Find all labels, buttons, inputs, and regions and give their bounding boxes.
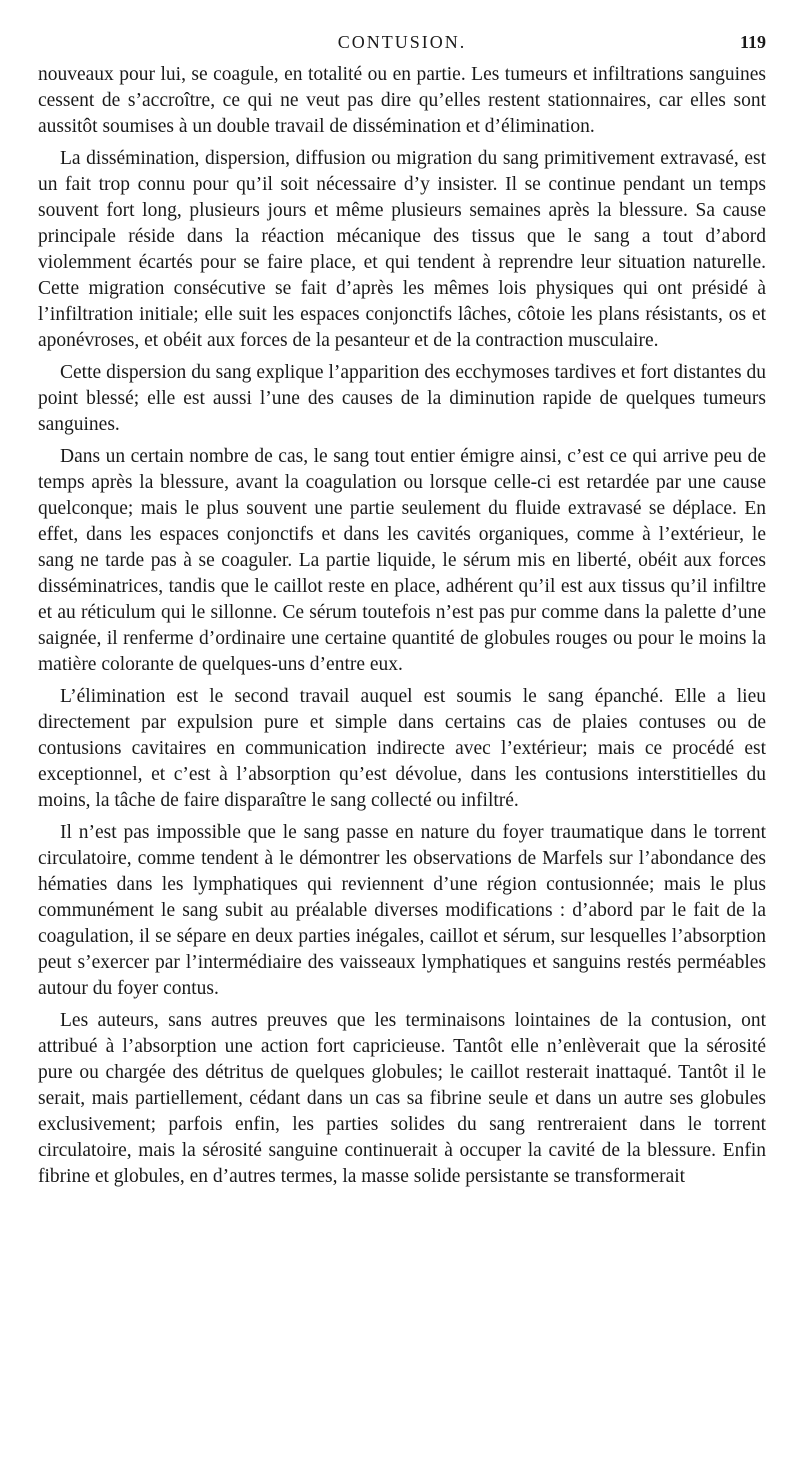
paragraph: Les auteurs, sans autres preuves que les terminaisons lointaines de la contusion, ont attribué à l’absorption une action fort capricieuse. Tantôt elle n’enlèverait que la sérosité pure ou chargée des détritus de quelques globules; le caillot resterait inattaqué. Tantôt il le serait, mais partiellement, cédant dans un cas sa fibrine seule et dans un autre ses globules exclusivement; parfois enfin, les parties solides du sang rentreraient dans le torrent circulatoire, mais la sérosité sanguine continuerait à occuper la cavité de la blessure. Enfin fibrine et globules, en d’autres termes, la masse solide persistante se transformerait <box>38 1010 766 1187</box>
document-page <box>38 28 766 1196</box>
paragraph: nouveaux pour lui, se coagule, en totalité ou en partie. Les tumeurs et infiltrations sanguines cessent de s’accroître, ce qui ne veut pas dire qu’elles restent stationnaires, car elles sont aussitôt soumises à un double travail de dissémination et d’élimination. <box>38 64 766 137</box>
paragraph: Dans un certain nombre de cas, le sang tout entier émigre ainsi, c’est ce qui arrive peu de temps après la blessure, avant la coagulation ou lorsque celle-ci est retardée par une cause quelconque; mais le plus souvent une partie seulement du fluide extravasé se déplace. En effet, dans les espaces conjonctifs et dans les cavités organiques, comme à l’extérieur, le sang ne tarde pas à se coaguler. La partie liquide, le sérum mis en liberté, obéit aux forces disséminatrices, tandis que le caillot reste en place, adhérent qu’il est aux tissus qu’il infiltre et au réticulum qui le sillonne. Ce sérum toutefois n’est pas pur comme dans la palette d’une saignée, il renferme d’ordinaire une certaine quantité de globules rouges ou pour le moins la matière colorante de quelques-uns d’entre eux. <box>38 446 766 675</box>
paragraph: La dissémination, dispersion, diffusion ou migration du sang primitivement extravasé, est un fait trop connu pour qu’il soit nécessaire d’y insister. Il se continue pendant un temps souvent fort long, plusieurs jours et même plusieurs semaines après la blessure. Sa cause principale réside dans la réaction mécanique des tissus que le sang a tout d’abord violemment écartés pour se faire place, et qui tendent à reprendre leur situation naturelle. Cette migration consécutive se fait d’après les mêmes lois physiques qui ont présidé à l’infiltration initiale; elle suit les espaces conjonctifs lâches, côtoie les plans résistants, os et aponévroses, et obéit aux forces de la pesanteur et de la contraction musculaire. <box>38 148 766 351</box>
paragraph: Cette dispersion du sang explique l’apparition des ecchymoses tardives et fort distantes du point blessé; elle est aussi l’une des causes de la diminution rapide de quelques tumeurs sanguines. <box>38 362 766 435</box>
paragraph: L’élimination est le second travail auquel est soumis le sang épanché. Elle a lieu directement par expulsion pure et simple dans certains cas de plaies contuses ou de contusions cavitaires en communication indirecte avec l’extérieur; mais ce procédé est exceptionnel, et c’est à l’absorption qu’est dévolue, dans les contusions interstitielles du moins, la tâche de faire disparaître le sang collecté ou infiltré. <box>38 686 766 811</box>
running-title: CONTUSION. <box>337 32 467 52</box>
paragraph: Il n’est pas impossible que le sang passe en nature du foyer traumatique dans le torrent circulatoire, comme tendent à le démontrer les observations de Marfels sur l’abondance des hématies dans les lymphatiques qui reviennent d’une région contusionnée; mais le plus communément le sang subit au préalable diverses modifications : d’abord par le fait de la coagulation, il se sépare en deux parties inégales, caillot et sérum, sur lesquelles l’absorption peut s’exercer par l’intermédiaire des vaisseaux lymphatiques et sanguins restés perméables autour du foyer contus. <box>38 822 766 999</box>
running-head <box>38 28 766 62</box>
body-text <box>38 62 766 1190</box>
page-number: 119 <box>739 32 766 52</box>
